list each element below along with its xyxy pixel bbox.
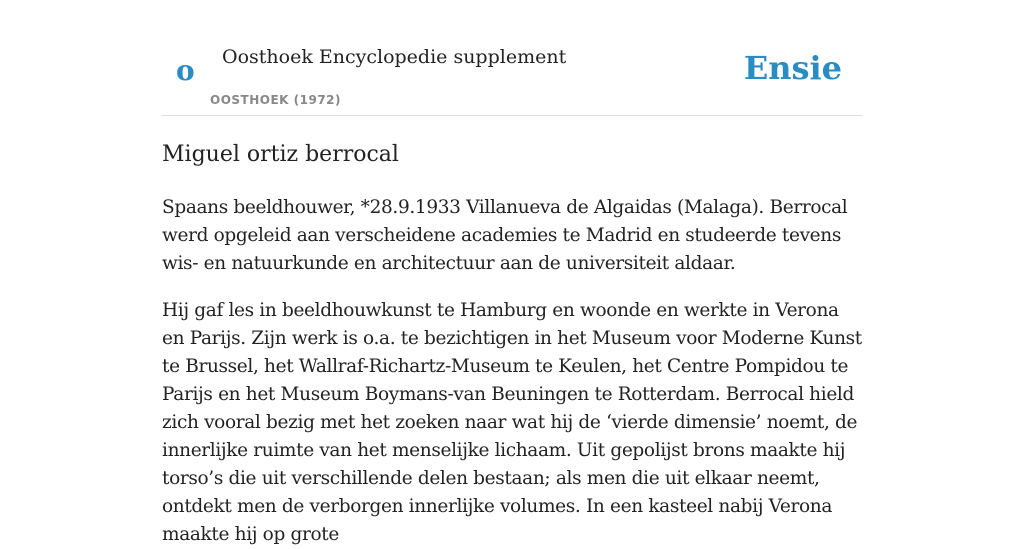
article-title: Miguel ortiz berrocal [162,142,399,167]
book-logo-icon[interactable]: o [176,54,195,87]
publisher-label: OOSTHOEK (1972) [210,93,342,107]
article-paragraph-1: Spaans beeldhouwer, *28.9.1933 Villanueva de Algaidas (Malaga). Berrocal werd opgeleid aan verscheidene academies te Madrid en studeerde tevens wis- en natuurkunde en architectuur aan de universiteit aldaar. [162,197,848,274]
ensie-logo-link[interactable]: Ensie [743,49,842,87]
book-title-link[interactable]: Oosthoek Encyclopedie supplement [222,46,567,68]
article-body [162,140,866,549]
article-paragraph-2: Hij gaf les in beeldhouwkunst te Hamburg en woonde en werkte in Verona en Parijs. Zijn werk is o.a. te bezichtigen in het Museum voor Moderne Kunst te Brussel, het Wallraf-Richartz-Museum te Keulen, het Centre Pompidou te Parijs en het Museum Boymans-van Beuningen te Rotterdam. Berrocal hield zich vooral bezig met het zoeken naar wat hij de ‘vierde dimensie’ noemt, de innerlijke ruimte van het menselijke lichaam. Uit gepolijst brons maakte hij torso’s die uit verschillende delen bestaan; als men die uit elkaar neemt, ontdekt men de verborgen innerlijke volumes. In een kasteel nabij Verona maakte hij op grote [162,300,862,545]
book-header [162,40,862,116]
